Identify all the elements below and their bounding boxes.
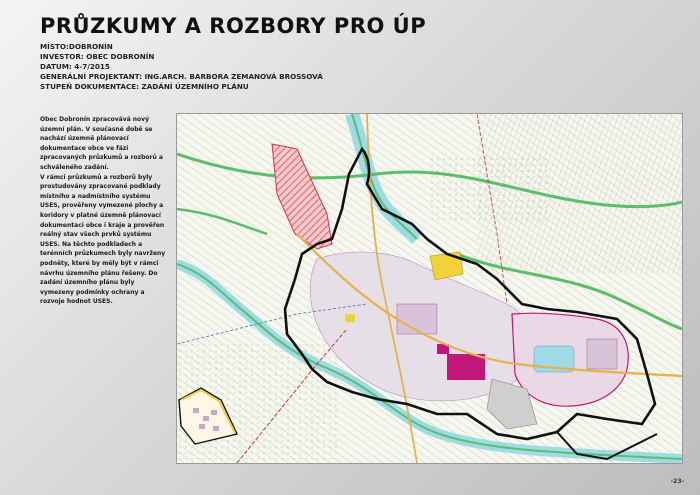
meta-stage: STUPEŇ DOKUMENTACE: ZADÁNÍ ÚZEMNÍHO PLÁNU [40, 82, 249, 91]
inset-block [211, 410, 217, 415]
map-drawing [177, 114, 682, 463]
magenta-block [447, 354, 485, 380]
page-header [40, 14, 680, 92]
inset-block [193, 408, 199, 413]
inset-block [199, 424, 205, 429]
meta-date: DATUM: 4-7/2015 [40, 62, 110, 71]
description-para-1: Obec Dobronín zpracovává nový územní plán. V současné době se nachází územně plánovací dokumentace obce ve fázi zpracovaných průzkumů a rozborů a schváleného zadání. [40, 116, 163, 171]
description-para-2: V rámci průzkumů a rozborů byly prostudovány zpracované podklady místního a nadmístního systému USES, prověřeny vymezené plochy a koridory v platné územně plánovací dokumentaci obce i kraje a prověřen reálný stav všech prvků systému USES. Na těchto podkladech a terénních průzkumech byly navrženy podněty, které by měly být v rámci návrhu územního plánu řešeny. Do zadání územního plánu byly vymezeny podmínky ochrany a rozvoje hodnot USES. [40, 173, 166, 306]
inset-block [203, 416, 209, 421]
yellow-spot [345, 314, 355, 322]
meadow-dots [427, 154, 547, 224]
inset-block [213, 426, 219, 431]
land-use-map [176, 113, 683, 464]
inset-location-map [173, 386, 243, 448]
inset-drawing [173, 386, 243, 448]
building-block-east [587, 339, 617, 369]
meta-designer: GENERÁLNÍ PROJEKTANT: ING.ARCH. BARBORA ZEMANOVÁ BROSSOVÁ [40, 72, 323, 81]
description-text [40, 115, 166, 307]
meta-location: MÍSTO:DOBRONÍN [40, 42, 113, 51]
meta-investor: INVESTOR: OBEC DOBRONÍN [40, 52, 155, 61]
page-title: PRŮZKUMY A ROZBORY PRO ÚP [40, 14, 427, 38]
page-number: -23- [670, 478, 684, 485]
